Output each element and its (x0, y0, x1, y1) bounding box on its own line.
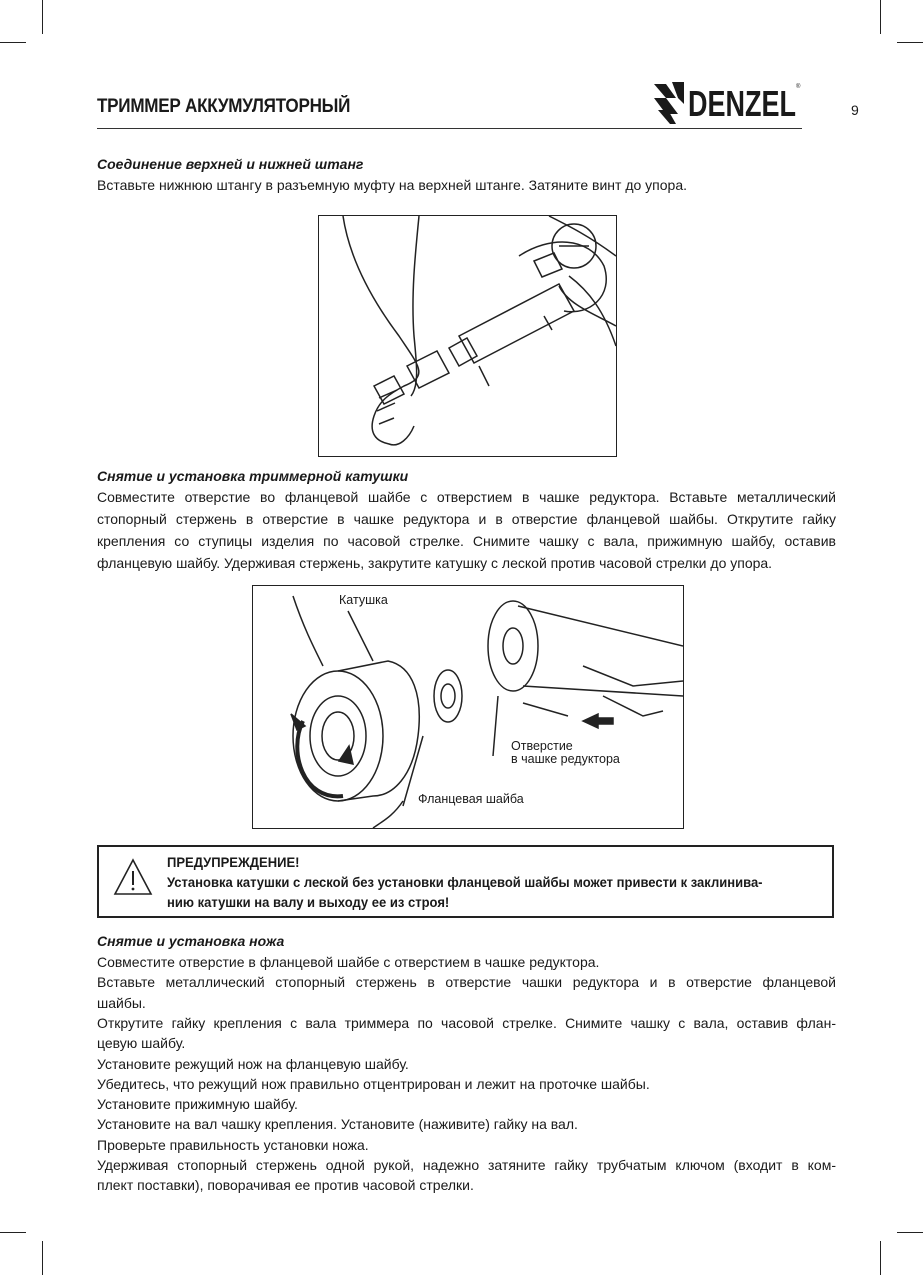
crop-mark (897, 1232, 923, 1233)
body-text: Удерживая стопорный стержень одной рукой, надежно затяните гайку трубчатым ключом (входит в ком- (97, 1157, 836, 1173)
crop-mark (897, 42, 923, 43)
crop-mark (880, 1241, 881, 1275)
crop-mark (42, 1241, 43, 1275)
figure-label-hole (511, 740, 620, 766)
body-text: Вставьте металлический стопорный стержень в отверстие чашки редуктора и в отверстие фланцевой (97, 974, 836, 991)
section-heading: Снятие и установка ножа (97, 933, 285, 949)
warning-text: Установка катушки с леской без установки фланцевой шайбы может привести к заклинива- (167, 874, 763, 890)
body-text: крепления со ступицы изделия по часовой стрелке. Снимите чашку с вала, прижимную шайбу, оставив (97, 533, 836, 549)
body-text: Открутите гайку крепления с вала триммера по часовой стрелке. Снимите чашку с вала, оставив флан- (97, 1014, 836, 1031)
figure-label-hole-line1: Отверстие (511, 739, 573, 753)
warning-title: ПРЕДУПРЕЖДЕНИЕ! (167, 854, 300, 870)
warning-text: нию катушки на валу и выходу ее из строя! (167, 894, 450, 910)
section-heading: Снятие и установка триммерной катушки (97, 468, 409, 484)
body-text: плект поставки), поворачивая ее против часовой стрелки. (97, 1177, 474, 1194)
body-text: Проверьте правильность установки ножа. (97, 1136, 369, 1153)
manual-title: ТРИММЕР АККУМУЛЯТОРНЫЙ (97, 96, 351, 117)
figure-label-flange: Фланцевая шайба (418, 792, 524, 806)
crop-mark (880, 0, 881, 34)
page-number: 9 (851, 102, 859, 118)
section-heading: Соединение верхней и нижней штанг (97, 156, 364, 172)
body-text: Совместите отверстие во фланцевой шайбе с отверстием в чашке редуктора. Вставьте металлический (97, 489, 836, 505)
body-text: фланцевую шайбу. Удерживая стержень, закрутите катушку с леской против часовой стрелки до упора. (97, 555, 773, 571)
body-text: Убедитесь, что режущий нож правильно отцентрирован и лежит на проточке шайбы. (97, 1075, 650, 1092)
svg-text:DENZEL: DENZEL (688, 83, 796, 124)
crop-mark (42, 0, 43, 34)
figure-label-hole-line2: в чашке редуктора (511, 752, 620, 766)
body-text: Совместите отверстие в фланцевой шайбе с отверстием в чашке редуктора. (97, 954, 600, 970)
body-text: Установите режущий нож на фланцевую шайбу. (97, 1055, 409, 1072)
body-text: Установите прижимную шайбу. (97, 1096, 298, 1113)
warning-triangle-icon (113, 857, 153, 897)
body-text: Установите на вал чашку крепления. Установите (наживите) гайку на вал. (97, 1116, 578, 1133)
crop-mark (0, 42, 26, 43)
warning-box (97, 845, 834, 918)
figure-label-spool: Катушка (339, 593, 388, 607)
header-rule (97, 128, 802, 129)
figure-shaft-connection (318, 215, 617, 457)
figure-spool-installation (252, 585, 684, 829)
svg-text:®: ® (796, 84, 801, 90)
body-text: стопорный стержень в отверстие в чашке редуктора и в отверстие фланцевой шайбы. Открутите гайку (97, 511, 836, 527)
denzel-logo (652, 78, 802, 126)
crop-mark (0, 1232, 26, 1233)
body-text: шайбы. (97, 994, 146, 1011)
body-text: цевую шайбу. (97, 1035, 186, 1052)
body-text: Вставьте нижнюю штангу в разъемную муфту на верхней штанге. Затяните винт до упора. (97, 177, 687, 193)
